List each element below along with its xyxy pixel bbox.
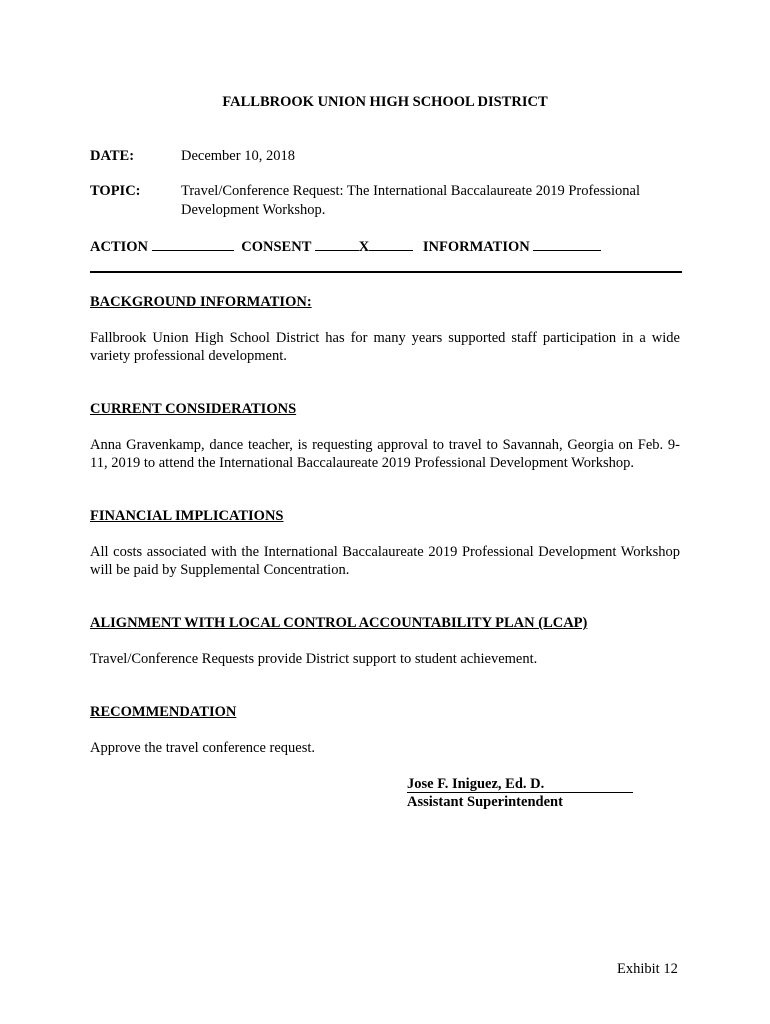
- document-header: FALLBROOK UNION HIGH SCHOOL DISTRICT: [222, 94, 548, 110]
- section-heading-background: BACKGROUND INFORMATION:: [90, 294, 312, 310]
- consent-label: CONSENT: [241, 239, 312, 255]
- signature-name: Jose F. Iniguez, Ed. D.: [407, 776, 633, 793]
- information-blank: [533, 237, 601, 251]
- section-heading-considerations: CURRENT CONSIDERATIONS: [90, 401, 297, 417]
- section-body-background: Fallbrook Union High School District has for many years supported staff participation in a wide variety professional development.: [90, 330, 680, 364]
- topic-label: TOPIC:: [90, 183, 141, 199]
- section-heading-financial: FINANCIAL IMPLICATIONS: [90, 508, 284, 524]
- signature-title: Assistant Superintendent: [407, 794, 563, 810]
- date-label: DATE:: [90, 148, 135, 164]
- horizontal-divider: [90, 271, 682, 273]
- action-consent-information-line: [90, 237, 601, 256]
- topic-line-2: Development Workshop.: [181, 202, 326, 218]
- action-blank: [152, 237, 234, 251]
- action-label: ACTION: [90, 239, 149, 255]
- section-heading-lcap: ALIGNMENT WITH LOCAL CONTROL ACCOUNTABILITY PLAN (LCAP): [90, 615, 588, 631]
- information-label: INFORMATION: [422, 239, 530, 255]
- consent-blank-right: [369, 237, 413, 251]
- consent-mark: X: [358, 239, 370, 255]
- section-body-recommendation: Approve the travel conference request.: [90, 740, 316, 756]
- topic-line-1: Travel/Conference Request: The International Baccalaureate 2019 Professional: [181, 183, 641, 199]
- section-body-lcap: Travel/Conference Requests provide District support to student achievement.: [90, 651, 538, 667]
- section-body-considerations: Anna Gravenkamp, dance teacher, is requesting approval to travel to Savannah, Georgia on Feb. 9-11, 2019 to attend the International Baccalaureate 2019 Professional Development Workshop.: [90, 437, 680, 471]
- page-footer: Exhibit 12: [617, 961, 678, 977]
- section-heading-recommendation: RECOMMENDATION: [90, 704, 237, 720]
- date-value: December 10, 2018: [181, 148, 295, 164]
- section-body-financial: All costs associated with the International Baccalaureate 2019 Professional Development Workshop will be paid by Supplemental Concentration.: [90, 544, 680, 578]
- consent-blank-left: [315, 237, 359, 251]
